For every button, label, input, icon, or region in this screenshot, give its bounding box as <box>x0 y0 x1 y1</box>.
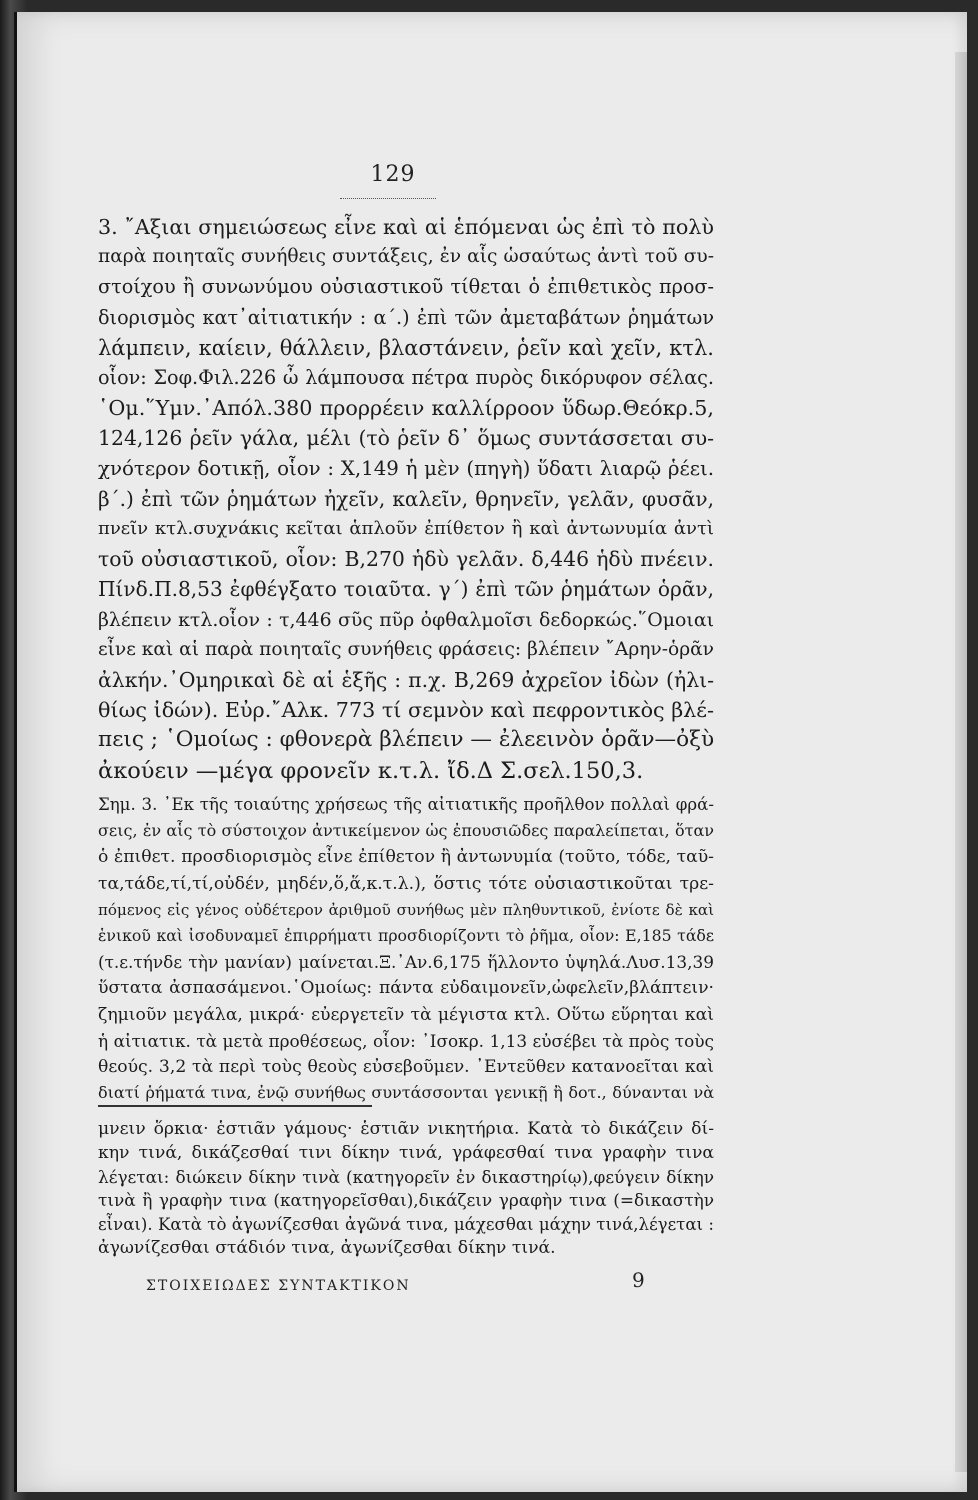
signature-number: 9 <box>632 1268 645 1292</box>
text-line: λάμπειν, καίειν, θάλλειν, βλαστάνειν, ῥεῖν καὶ χεῖν, κτλ. <box>98 335 714 360</box>
note-line: ἑνικοῦ καὶ ἰσοδυναμεῖ ἐπιρρήματι προσδιορίζοντι τὸ ῥῆμα, οἷον: Ε,185 τάδε <box>98 926 714 946</box>
text-line: οἷον: Σοφ.Φιλ.226 ὦ λάμπουσα πέτρα πυρὸς δικόρυφον σέλας. <box>98 366 714 390</box>
note-line: σεις, ἐν αἷς τὸ σύστοιχον ἀντικείμενον ὡς ἐπουσιῶδες παραλείπεται, ὅταν <box>98 821 714 841</box>
note-line: τα,τάδε,τί,τί,οὐδέν, μηδέν,ὅ,ἅ,κ.τ.λ.), ὅστις τότε οὐσιαστικοῦται τρε- <box>98 873 714 894</box>
text-line: παρὰ ποιηταῖς συνήθεις συντάξεις, ἐν αἷς ὡσαύτως ἀντὶ τοῦ συ- <box>98 246 714 268</box>
text-line: εἶνε καὶ αἱ παρὰ ποιηταῖς συνήθεις φράσεις: βλέπειν ῎Αρην-ὁρᾶν <box>98 638 714 660</box>
text-line: διορισμὸς κατ᾽αἰτιατικήν : α΄.) ἐπὶ τῶν ἀμεταβάτων ῥημάτων <box>98 305 714 329</box>
footnote-line: κην τινά, δικάζεσθαί τινι δίκην τινά, γράφεσθαί τινα γραφὴν τινα <box>98 1142 714 1163</box>
page-number: 129 <box>370 162 416 187</box>
note-line: ἡ αἰτιατικ. τὰ μετὰ προθέσεως, οἷον: ᾽Ισοκρ. 1,13 εὐσέβει τὰ πρὸς τοὺς <box>98 1030 714 1051</box>
note-line: ὕστατα ἀσπασάμενοι.῾Ομοίως: πάντα εὐδαιμονεῖν,ὠφελεῖν,βλάπτειν· <box>98 978 714 999</box>
footnote-line: λέγεται: διώκειν δίκην τινὰ (κατηγορεῖν ἐν δικαστηρίῳ),φεύγειν δίκην <box>98 1166 714 1187</box>
note-block <box>98 792 714 1106</box>
text-line: πνεῖν κτλ.συχνάκις κεῖται ἁπλοῦν ἐπίθετον ἢ καὶ ἀντωνυμία ἀντὶ <box>98 518 714 540</box>
text-line: ἀλκήν.᾽Ομηρικαὶ δὲ αἱ ἑξῆς : π.χ. Β,269 ἀχρεῖον ἰδὼν (ἠλι- <box>98 668 714 693</box>
main-text-block <box>98 212 714 786</box>
note-line: (τ.ε.τήνδε τὴν μανίαν) μαίνεται.Ξ.᾽Αν.6,175 ἥλλοντο ὑψηλά.Λυσ.13,39 <box>98 952 714 973</box>
text-line: τοῦ οὐσιαστικοῦ, οἷον: Β,270 ἡδὺ γελᾶν. δ,446 ἡδὺ πνέειν. <box>98 547 714 572</box>
footnote-block <box>98 1118 714 1261</box>
footnote-line: ἀγωνίζεσθαι στάδιόν τινα, ἀγωνίζεσθαι δίκην τινά. <box>98 1237 556 1258</box>
footnote-line: μνειν ὅρκια· ἑστιᾶν γάμους· ἑστιᾶν νικητήρια. Κατὰ τὸ δικάζειν δί- <box>98 1119 714 1139</box>
note-line: ὁ ἐπιθετ. προσδιορισμὸς εἶνε ἐπίθετον ἢ ἀντωνυμία (τοῦτο, τόδε, ταῦ- <box>98 847 714 868</box>
text-line: πεις ; ῾Ομοίως : φθονερὰ βλέπειν — ἐλεεινὸν ὁρᾶν—ὀξὺ <box>98 727 715 753</box>
footnote-line: τινὰ ἢ γραφὴν τινα (κατηγορεῖσθαι),δικάζειν γραφὴν τινα (=δικαστὴν <box>98 1190 714 1211</box>
text-line: ἀκούειν —μέγα φρονεῖν κ.τ.λ. ἴδ.Δ Σ.σελ.150,3. <box>98 757 644 784</box>
text-line: 124,126 ῥεῖν γάλα, μέλι (τὸ ῥεῖν δ᾽ ὅμως συντάσσεται συ- <box>98 426 714 451</box>
text-line: βλέπειν κτλ.οἷον : τ,446 σῦς πῦρ ὀφθαλμοῖσι δεδορκώς.῞Ομοιαι <box>98 608 714 631</box>
note-line: πόμενος εἰς γένος οὐδέτερον ἀριθμοῦ συνήθως μὲν πληθυντικοῦ, ἐνίοτε δὲ καὶ <box>98 900 714 919</box>
page-number-underline <box>340 198 436 199</box>
footnote-line: εἶναι). Κατὰ τὸ ἀγωνίζεσθαι ἀγῶνά τινα, μάχεσθαι μάχην τινά,λέγεται : <box>98 1215 714 1235</box>
page-edge-shadow <box>955 52 967 1472</box>
text-line: στοίχου ἢ συνωνύμου οὐσιαστικοῦ τίθεται ὁ ἐπιθετικὸς προσ- <box>98 275 714 299</box>
text-line: 3. ῎Αξιαι σημειώσεως εἶνε καὶ αἱ ἑπόμεναι ὡς ἐπὶ τὸ πολὺ <box>98 215 714 239</box>
text-line: Πίνδ.Π.8,53 ἐφθέγξατο τοιαῦτα. γ΄) ἐπὶ τῶν ῥημάτων ὁρᾶν, <box>98 577 714 602</box>
printer-signature: ΣΤΟΙΧΕΙΩΔΕΣ ΣΥΝΤΑΚΤΙΚΟΝ <box>146 1278 411 1294</box>
note-line: Σημ. 3. ᾽Εκ τῆς τοιαύτης χρήσεως τῆς αἰτιατικῆς προῆλθον πολλαὶ φρά- <box>98 795 714 814</box>
note-line: διατί ῥήματά τινα, ἐνῷ συνήθως συντάσσονται γενικῇ ἢ δοτ., δύνανται νὰ <box>98 1083 714 1103</box>
text-line: χνότερον δοτικῇ, οἷον : Χ,149 ἡ μὲν (πηγὴ) ὕδατι λιαρῷ ῥέει. <box>98 456 714 480</box>
text-line: ῾Ομ.῞Υμν.᾽Απόλ.380 προρρέειν καλλίρροον ὕδωρ.Θεόκρ.5, <box>98 396 714 421</box>
text-line: β΄.) ἐπὶ τῶν ῥημάτων ἠχεῖν, καλεῖν, θρηνεῖν, γελᾶν, φυσᾶν, <box>98 486 714 511</box>
text-line: θίως ἰδών). Εὐρ.῎Αλκ. 773 τί σεμνὸν καὶ πεφροντικὸς βλέ- <box>98 698 714 723</box>
note-line: θεούς. 3,2 τὰ περὶ τοὺς θεοὺς εὐσεβοῦμεν. ᾽Εντεῦθεν κατανοεῖται καὶ <box>98 1057 714 1078</box>
note-line: ζημιοῦν μεγάλα, μικρά· εὐεργετεῖν τὰ μέγιστα κτλ. Οὕτω εὕρηται καὶ <box>98 1004 714 1025</box>
footnote-separator <box>98 1105 372 1107</box>
